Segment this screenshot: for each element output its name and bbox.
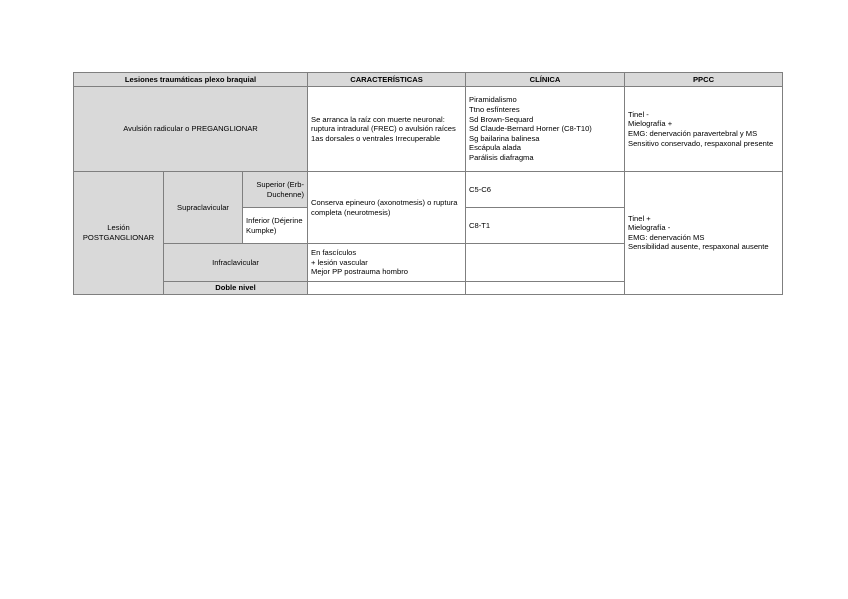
supraclavicular-clinical-superior: C5-C6 — [466, 172, 625, 208]
table-row-supraclavicular-superior — [74, 172, 783, 208]
header-lesion: Lesiones traumáticas plexo braquial — [74, 73, 308, 87]
preganglionar-clinical-item: Escápula alada — [469, 143, 521, 153]
preganglionar-clinical-item: Sd Claude-Bernard Horner (C8-T10) — [469, 124, 592, 134]
double-level-label: Doble nivel — [164, 282, 308, 295]
preganglionar-clinical-cell — [466, 87, 625, 172]
preganglionar-ppcc-item: Sensitivo conservado, respaxonal presente — [628, 138, 774, 148]
supraclavicular-superior-label: Superior (Erb-Duchenne) — [243, 172, 308, 208]
infraclavicular-characteristics-cell — [308, 244, 466, 282]
postganglionar-ppcc-item: Sensibilidad ausente, respaxonal ausente — [628, 242, 769, 252]
preganglionar-label: Avulsión radicular o PREGANGLIONAR — [74, 87, 308, 172]
brachial-plexus-table — [73, 72, 783, 295]
table-row-preganglionar — [74, 87, 783, 172]
preganglionar-clinical-item: Ttno esfínteres — [469, 105, 520, 115]
double-level-characteristics — [308, 282, 466, 295]
table-header-row — [74, 73, 783, 87]
infraclavicular-characteristics-item: En fascículos — [311, 248, 357, 258]
supraclavicular-characteristics: Conserva epineuro (axonotmesis) o ruptura completa (neurotmesis) — [308, 172, 466, 244]
preganglionar-ppcc-item: Mielografía + — [628, 119, 673, 129]
header-clinical: CLÍNICA — [466, 73, 625, 87]
preganglionar-clinical-item: Sd Brown-Sequard — [469, 114, 534, 124]
preganglionar-characteristics: Se arranca la raíz con muerte neuronal: ruptura intradural (FREC) o avulsión raíces 1as dorsales o ventrales Irrecuperable — [308, 87, 466, 172]
preganglionar-clinical-item: Sg bailarina balinesa — [469, 133, 540, 143]
supraclavicular-clinical-inferior: C8-T1 — [466, 208, 625, 244]
postganglionar-ppcc-item: Tinel + — [628, 213, 651, 223]
preganglionar-clinical-item: Piramidalismo — [469, 95, 517, 105]
preganglionar-clinical-item: Parálisis diafragma — [469, 152, 534, 162]
double-level-clinical — [466, 282, 625, 295]
preganglionar-ppcc-item: EMG: denervación paravertebral y MS — [628, 129, 758, 138]
header-characteristics: CARACTERÍSTICAS — [308, 73, 466, 87]
postganglionar-label — [74, 172, 164, 295]
postganglionar-ppcc-cell — [625, 172, 783, 295]
supraclavicular-inferior-label: Inferior (Déjerine Kumpke) — [243, 208, 308, 244]
infraclavicular-clinical — [466, 244, 625, 282]
postganglionar-label-text: Lesión POSTGANGLIONAR — [82, 223, 155, 242]
preganglionar-ppcc-item: Tinel - — [628, 109, 649, 119]
infraclavicular-characteristics-item: Mejor PP postrauma hombro — [311, 267, 408, 277]
infraclavicular-characteristics-item: + lesión vascular — [311, 257, 368, 267]
header-ppcc: PPCC — [625, 73, 783, 87]
supraclavicular-label: Supraclavicular — [164, 172, 243, 244]
preganglionar-ppcc-cell — [625, 87, 783, 172]
infraclavicular-label: Infraclavicular — [164, 244, 308, 282]
postganglionar-ppcc-item: EMG: denervación MS — [628, 232, 705, 242]
postganglionar-ppcc-item: Mielografía - — [628, 223, 671, 233]
